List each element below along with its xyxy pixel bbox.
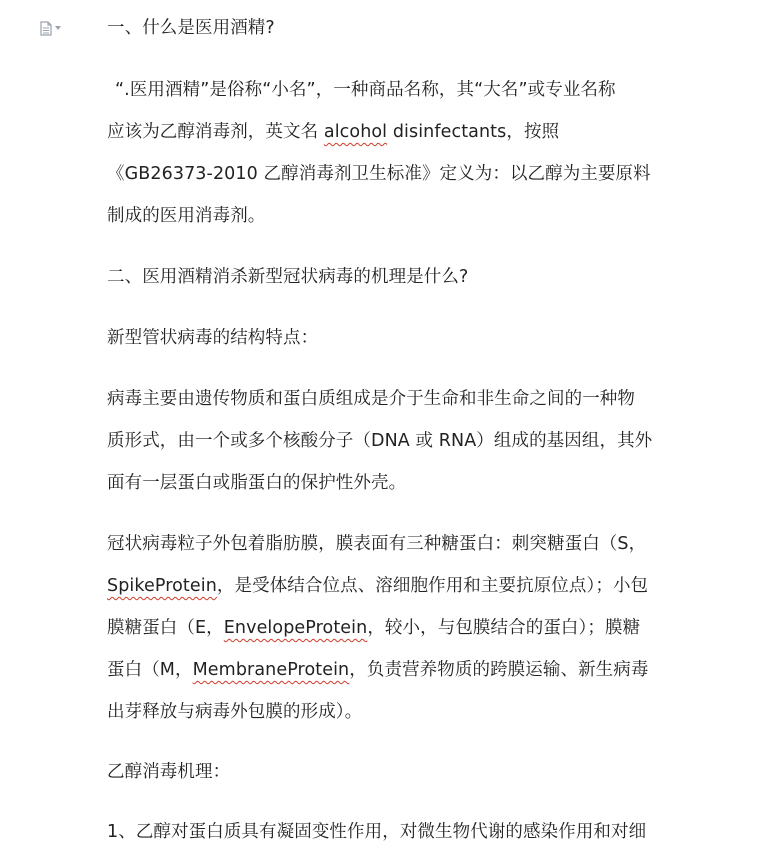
paragraph-glycoproteins bbox=[107, 523, 667, 733]
text-line: 出芽释放与病毒外包膜的形成）。 bbox=[107, 702, 363, 722]
document-icon bbox=[40, 21, 52, 36]
text-line: 制成的医用消毒剂。 bbox=[107, 206, 266, 226]
heading-mechanism: 二、医用酒精消杀新型冠状病毒的机理是什么? bbox=[107, 267, 469, 287]
text-line: 膜糖蛋白（E，EnvelopeProtein，较小，与包膜结合的蛋白）；膜糖 bbox=[107, 618, 641, 638]
subheading-virus-structure: 新型管状病毒的结构特点： bbox=[107, 328, 319, 348]
text-line: “.医用酒精”是俗称“小名”，一种商品名称，其“大名”或专业名称 bbox=[115, 80, 616, 100]
spellcheck-word: EnvelopeProtein bbox=[223, 618, 368, 638]
text-line: 1、乙醇对蛋白质具有凝固变性作用，对微生物代谢的感染作用和对细 bbox=[107, 822, 647, 842]
text-line: SpikeProtein，是受体结合位点、溶细胞作用和主要抗原位点）；小包 bbox=[107, 576, 649, 596]
paragraph-definition bbox=[107, 69, 667, 237]
text-line: 质形式，由一个或多个核酸分子（DNA 或 RNA）组成的基因组，其外 bbox=[107, 431, 653, 451]
subheading-ethanol-mechanism: 乙醇消毒机理： bbox=[107, 762, 231, 782]
spellcheck-word: MembraneProtein bbox=[192, 660, 350, 680]
paragraph-virus-composition bbox=[107, 378, 667, 504]
caret-down-icon[interactable] bbox=[55, 26, 61, 30]
text-line: 冠状病毒粒子外包着脂肪膜，膜表面有三种糖蛋白：刺突糖蛋白（S， bbox=[107, 534, 647, 554]
spellcheck-word: alcohol bbox=[323, 122, 388, 142]
spellcheck-word: SpikeProtein bbox=[107, 576, 217, 596]
paragraph-handle[interactable] bbox=[40, 20, 66, 36]
text-line: 《GB26373-2010 乙醇消毒剂卫生标准》定义为：以乙醇为主要原料 bbox=[107, 164, 651, 184]
text-line: 蛋白（M，MembraneProtein，负责营养物质的跨膜运输、新生病毒 bbox=[107, 660, 649, 680]
text-line: 病毒主要由遗传物质和蛋白质组成是介于生命和非生命之间的一种物 bbox=[107, 389, 635, 409]
heading-what-is-medical-alcohol: 一、什么是医用酒精? bbox=[107, 18, 275, 38]
text-line: 面有一层蛋白或脂蛋白的保护性外壳。 bbox=[107, 473, 407, 493]
text-line: 应该为乙醇消毒剂，英文名 alcohol disinfectants，按照 bbox=[107, 122, 560, 142]
